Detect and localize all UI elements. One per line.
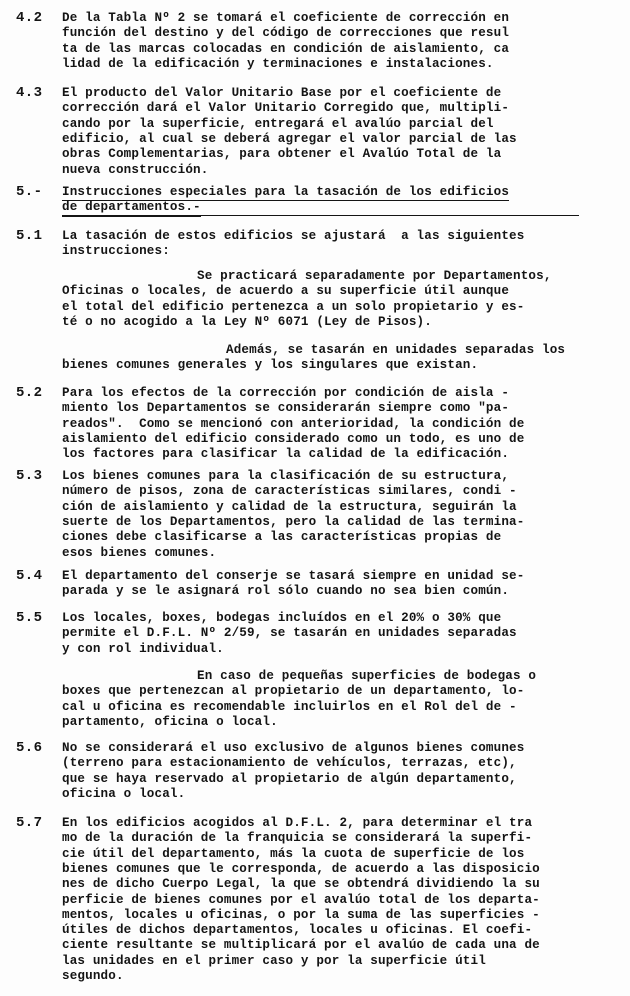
section-number: 5.6 — [16, 740, 43, 756]
text-line: oficina o local. — [62, 786, 186, 801]
section-number: 5.7 — [16, 815, 43, 831]
text-line: corrección dará el Valor Unitario Corregido que, multipli- — [62, 101, 510, 116]
text-line: suerte de los Departamentos, pero la calidad de las termina- — [62, 514, 525, 529]
text-line: obras Complementarias, para obtener el Avalúo Total de la — [62, 147, 502, 162]
text-line: los factores para clasificar la calidad de la edificación. — [62, 447, 510, 462]
text-line: ción de aislamiento y calidad de la estructura, seguirán la — [62, 499, 517, 514]
text-line: permite el D.F.L. Nº 2/59, se tasarán en unidades separadas — [62, 626, 517, 641]
text-line: Los bienes comunes para la clasificación de su estructura, — [62, 469, 510, 483]
text-line: útiles de dichos departamentos, locales u oficinas. El coefi- — [62, 923, 533, 938]
text-line: miento los Departamentos se considerarán siempre como "pa- — [62, 401, 510, 416]
text-line: reados". Como se mencionó con anterioridad, la condición de — [62, 416, 525, 431]
text-line: bienes comunes que le corresponda, de acuerdo a las disposicio — [62, 861, 540, 876]
text-line: De la Tabla Nº 2 se tomará el coeficiente de corrección en — [62, 11, 510, 25]
text-line: cal u oficina es recomendable incluirlos en el Rol del de - — [62, 699, 517, 714]
text-line: aislamiento del edificio considerado como un todo, es uno de — [62, 431, 525, 446]
text-line: En los edificios acogidos al D.F.L. 2, para determinar el tra — [62, 816, 533, 830]
text-line: el total del edificio pertenezca a un solo propietario y es- — [62, 299, 525, 314]
text-line: ta de las marcas colocadas en condición de aislamiento, ca — [62, 41, 510, 56]
text-line: Además, se tasarán en unidades separadas los — [226, 343, 566, 357]
text-line: El departamento del conserje se tasará siempre en unidad se- — [62, 569, 525, 583]
text-line: perficie de bienes comunes por el avalúo total de los departa- — [62, 892, 540, 907]
section-number: 5.3 — [16, 468, 43, 484]
section-number: 5.1 — [16, 228, 43, 244]
text-line: esos bienes comunes. — [62, 545, 217, 560]
text-line: Para los efectos de la corrección por condición de aisla - — [62, 386, 510, 400]
text-line: partamento, oficina o local. — [62, 714, 278, 729]
text-line: lidad de la edificación y terminaciones e instalaciones. — [62, 56, 494, 71]
text-line: edificio, al cual se deberá agregar el valor parcial de las — [62, 131, 517, 146]
text-line: parada y se le asignará rol sólo cuando no sea bien común. — [62, 584, 510, 599]
text-line: La tasación de estos edificios se ajustará a las siguientes — [62, 229, 525, 243]
text-line: En caso de pequeñas superficies de bodegas o — [197, 669, 537, 683]
heading-rule — [62, 215, 579, 216]
text-line: cando por la superficie, entregará el avalúo parcial del — [62, 116, 494, 131]
text-line: nueva construcción. — [62, 162, 209, 177]
text-line: ciente resultante se multiplicará por el avalúo de cada una de — [62, 938, 540, 953]
section-number: 4.2 — [16, 10, 43, 26]
text-line: las unidades en el primer caso y por la superficie útil — [62, 953, 486, 968]
text-line: Se practicará separadamente por Departamentos, — [197, 269, 552, 283]
heading-line: de departamentos.- — [62, 200, 201, 216]
text-line: mentos, locales u oficinas, o por la suma de las superficies - — [62, 907, 540, 922]
text-line: No se considerará el uso exclusivo de algunos bienes comunes — [62, 741, 525, 755]
section-number: 5.2 — [16, 385, 43, 401]
text-line: segundo. — [62, 969, 124, 983]
text-line: nes de dicho Cuerpo Legal, la que se obtendrá dividiendo la su — [62, 877, 540, 892]
text-line: (terreno para estacionamiento de vehículos, terrazas, etc), — [62, 756, 517, 771]
text-line: mo de la duración de la franquicia se considerará la superfi- — [62, 831, 533, 846]
text-line: té o no acogido a la Ley Nº 6071 (Ley de Pisos). — [62, 314, 432, 329]
section-number: 5.- — [16, 184, 43, 200]
heading-line: Instrucciones especiales para la tasación de los edificios — [62, 185, 509, 201]
text-line: Oficinas o locales, de acuerdo a su superficie útil aunque — [62, 284, 510, 299]
text-line: número de pisos, zona de características similares, condi - — [62, 484, 517, 499]
text-line: cie útil del departamento, más la cuota de superficie de los — [62, 846, 525, 861]
text-line: función del destino y del código de correcciones que resul — [62, 26, 510, 41]
text-line: instrucciones: — [62, 244, 170, 259]
section-number: 4.3 — [16, 85, 43, 101]
text-line: y con rol individual. — [62, 641, 224, 656]
section-number: 5.5 — [16, 610, 43, 626]
text-line: El producto del Valor Unitario Base por el coeficiente de — [62, 86, 502, 100]
text-line: que se haya reservado al propietario de algún departamento, — [62, 771, 517, 786]
text-line: boxes que pertenezcan al propietario de un departamento, lo- — [62, 684, 525, 699]
text-line: ciones debe clasificarse a las características propias de — [62, 530, 502, 545]
text-line: bienes comunes generales y los singulares que existan. — [62, 358, 479, 373]
text-line: Los locales, boxes, bodegas incluídos en el 20% o 30% que — [62, 611, 502, 625]
section-number: 5.4 — [16, 568, 43, 584]
